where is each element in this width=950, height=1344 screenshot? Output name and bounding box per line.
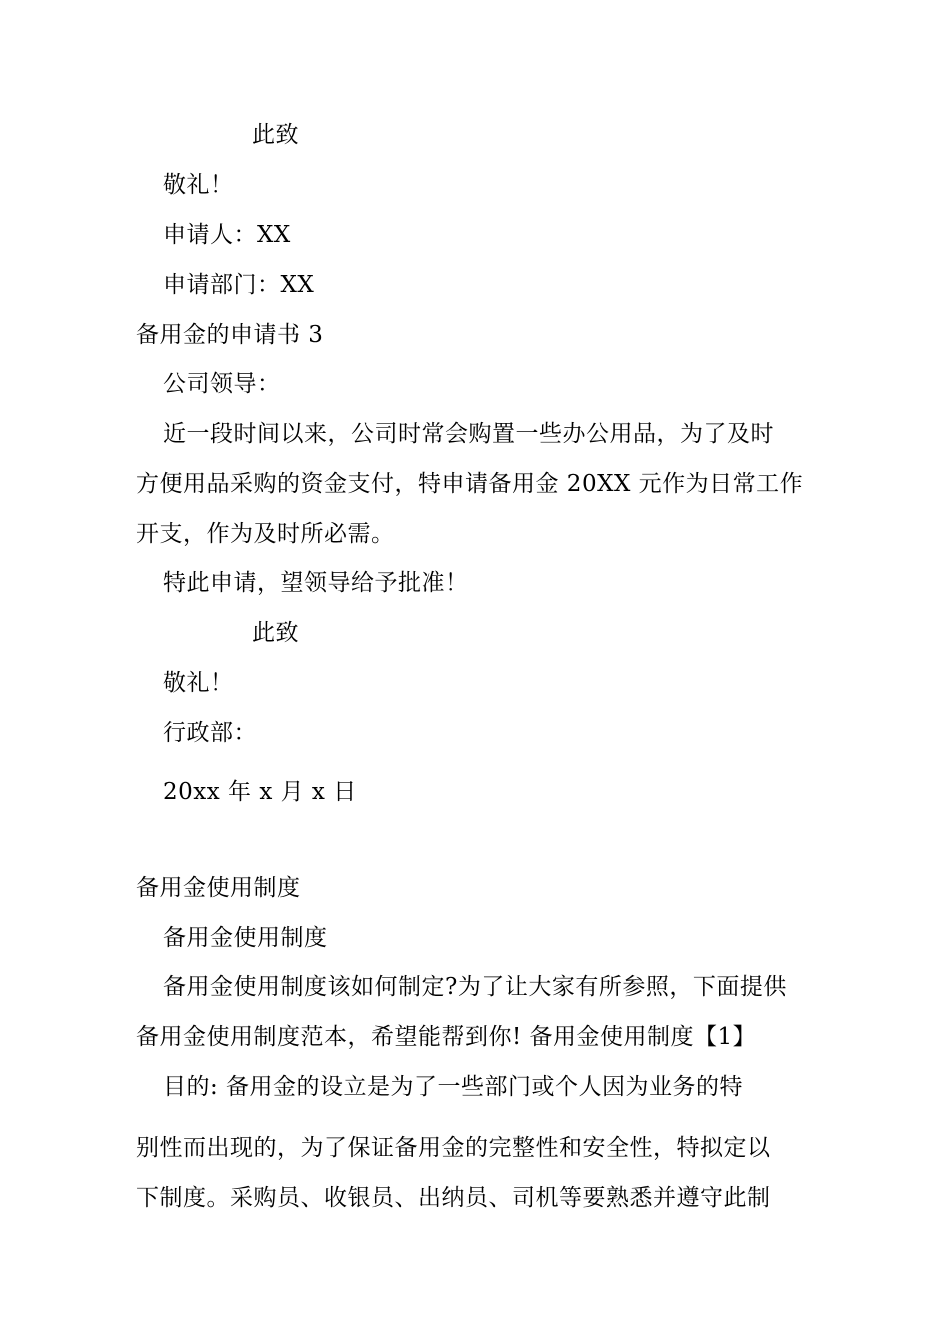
signer-line: 行政部： <box>163 720 257 746</box>
body-paragraph-line: 目的: 备用金的设立是为了一些部门或个人因为业务的特 <box>163 1074 744 1100</box>
body-paragraph-line: 备用金使用制度范本，希望能帮到你! 备用金使用制度【1】 <box>136 1024 757 1050</box>
department-line: 申请部门：XX <box>163 272 315 298</box>
salute-text: 敬礼！ <box>163 670 234 696</box>
closing-text: 此致 <box>252 122 299 148</box>
body-paragraph-line: 备用金使用制度该如何制定?为了让大家有所参照，下面提供 <box>163 974 787 1000</box>
request-line: 特此申请，望领导给予批准！ <box>163 570 469 596</box>
body-paragraph-line: 近一段时间以来，公司时常会购置一些办公用品，为了及时 <box>163 421 774 447</box>
body-paragraph-line: 开支，作为及时所必需。 <box>136 521 395 547</box>
date-line: 20xx 年 x 月 x 日 <box>163 779 357 805</box>
body-paragraph-line: 方便用品采购的资金支付，特申请备用金 20XX 元作为日常工作 <box>136 471 804 497</box>
salute-text: 敬礼！ <box>163 172 234 198</box>
closing-text: 此致 <box>252 620 299 646</box>
section-title: 备用金使用制度 <box>136 875 301 901</box>
body-paragraph-line: 下制度。采购员、收银员、出纳员、司机等要熟悉并遵守此制 <box>136 1185 771 1211</box>
applicant-line: 申请人：XX <box>163 222 291 248</box>
section-title: 备用金的申请书 3 <box>136 322 324 348</box>
section-subtitle: 备用金使用制度 <box>163 925 328 951</box>
recipient-line: 公司领导： <box>163 371 281 397</box>
body-paragraph-line: 别性而出现的，为了保证备用金的完整性和安全性，特拟定以 <box>136 1135 771 1161</box>
